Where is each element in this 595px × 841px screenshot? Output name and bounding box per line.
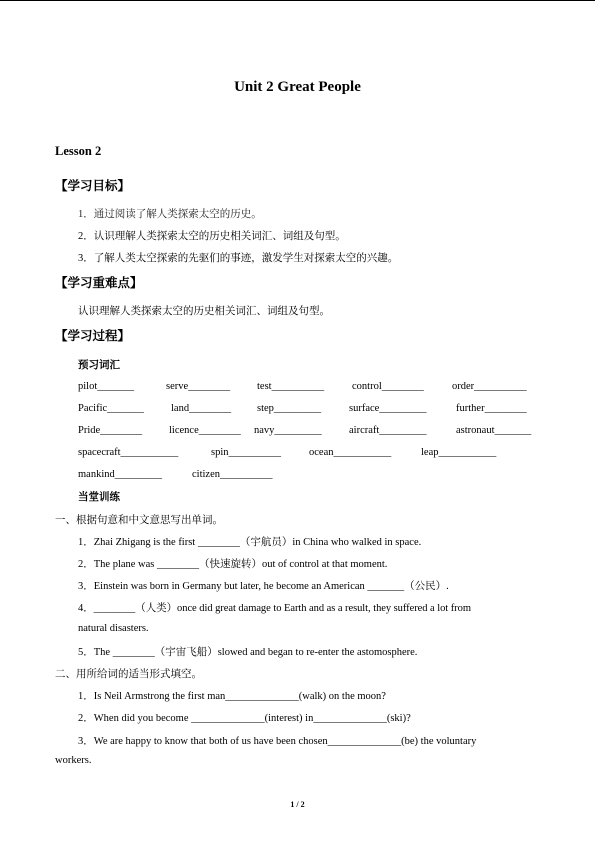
vocab-item: leap___________: [421, 447, 497, 458]
vocab-item: surface_________: [349, 403, 427, 414]
part1-heading: 一、根据句意和中文意思写出单词。: [55, 515, 223, 526]
preview-vocab-label: 预习词汇: [78, 359, 120, 371]
part2-item-3: 3．We are happy to know that both of us have been chosen______________(be) the voluntary: [78, 736, 477, 747]
vocab-item: step_________: [257, 403, 322, 414]
vocab-item: navy_________: [254, 425, 322, 436]
lesson-heading: Lesson 2: [55, 144, 102, 158]
part1-item-3: 3．Einstein was born in Germany but later, he become an American _______（公民）.: [78, 581, 449, 592]
part2-item-2: 2．When did you become ______________(interest) in______________(ski)?: [78, 713, 411, 724]
goal-item-3: 3．了解人类太空探索的先驱们的事迹，激发学生对探索太空的兴趣。: [78, 253, 399, 264]
vocab-item: Pride________: [78, 425, 143, 436]
goal-item-1: 1．通过阅读了解人类探索太空的历史。: [78, 209, 262, 220]
vocab-item: citizen__________: [192, 469, 273, 480]
page-title: Unit 2 Great People: [234, 79, 361, 95]
page-number: 1 / 2: [290, 800, 305, 809]
part1-item-4-continued: natural disasters.: [78, 623, 149, 634]
part1-item-5: 5．The ________（宇宙飞船）slowed and began to re-enter the astomosphere.: [78, 647, 418, 658]
process-heading: 【学习过程】: [55, 328, 131, 343]
vocab-item: test__________: [257, 381, 325, 392]
vocab-item: control________: [352, 381, 424, 392]
vocab-item: astronaut_______: [456, 425, 532, 436]
vocab-item: pilot_______: [78, 381, 135, 392]
vocab-item: spin__________: [211, 447, 282, 458]
goal-item-2: 2．认识理解人类探索太空的历史相关词汇、词组及句型。: [78, 231, 346, 242]
part2-heading: 二、用所给词的适当形式填空。: [55, 669, 202, 680]
vocab-item: aircraft_________: [349, 425, 427, 436]
keypoints-text: 认识理解人类探索太空的历史相关词汇、词组及句型。: [78, 306, 330, 317]
vocab-item: Pacific_______: [78, 403, 144, 414]
vocab-item: land________: [171, 403, 232, 414]
part2-item-1: 1．Is Neil Armstrong the first man______________(walk) on the moon?: [78, 691, 386, 702]
goals-heading: 【学习目标】: [55, 178, 131, 193]
vocab-item: order__________: [452, 381, 527, 392]
vocab-item: spacecraft___________: [78, 447, 179, 458]
part1-item-4: 4．________（人类）once did great damage to Earth and as a result, they suffered a lot from: [78, 603, 471, 614]
keypoints-heading: 【学习重难点】: [55, 275, 143, 290]
part1-item-2: 2．The plane was ________（快速旋转）out of control at that moment.: [78, 559, 388, 570]
practice-label: 当堂训练: [78, 491, 120, 503]
vocab-item: licence________: [169, 425, 241, 436]
page-top-border: [0, 0, 595, 1]
vocab-item: ocean___________: [309, 447, 392, 458]
vocab-item: mankind_________: [78, 469, 162, 480]
vocab-item: further________: [456, 403, 527, 414]
part1-item-1: 1．Zhai Zhigang is the first ________（宇航员）in China who walked in space.: [78, 537, 422, 548]
vocab-item: serve________: [166, 381, 231, 392]
part2-item-3-continued: workers.: [55, 755, 92, 766]
